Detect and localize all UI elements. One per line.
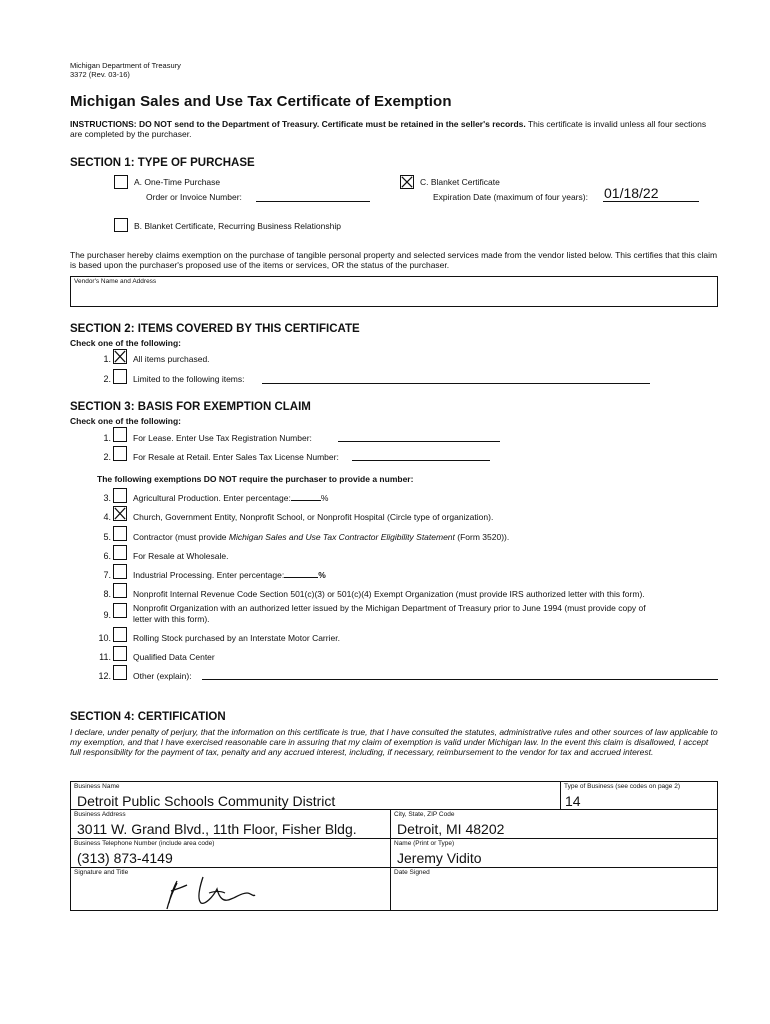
s3-item-5-num: 5. xyxy=(103,532,111,542)
business-address-label: Business Address xyxy=(74,811,126,818)
s2-item-2-checkbox[interactable] xyxy=(113,369,127,384)
s3-item-1-num: 1. xyxy=(103,433,111,443)
option-a-checkbox[interactable] xyxy=(114,175,128,189)
s3-item-9-label-line1: Nonprofit Organization with an authorized letter issued by the Michigan Department of Treasury prior to June 1994 (must provide copy of xyxy=(133,603,646,613)
s3-item-8-checkbox[interactable] xyxy=(113,583,127,598)
business-type-field[interactable] xyxy=(560,781,718,810)
s3-item-7-text: Industrial Processing. Enter percentage: xyxy=(133,570,285,580)
industrial-percentage-field[interactable] xyxy=(284,577,318,578)
s2-item-1-checkbox[interactable] xyxy=(113,349,127,364)
s2-item-2-num: 2. xyxy=(103,374,111,384)
business-type-label: Type of Business (see codes on page 2) xyxy=(564,783,680,790)
s3-item-5-checkbox[interactable] xyxy=(113,526,127,541)
city-state-zip-field[interactable] xyxy=(390,809,718,839)
section2-check-one: Check one of the following: xyxy=(70,338,181,348)
s2-item-1-label: All items purchased. xyxy=(133,354,210,364)
order-number-label: Order or Invoice Number: xyxy=(146,192,242,202)
expiration-field xyxy=(603,201,699,202)
printed-name-label: Name (Print or Type) xyxy=(394,840,455,847)
s3-item-12-num: 12. xyxy=(98,671,111,681)
printed-name-field[interactable] xyxy=(390,838,718,868)
sales-tax-license-field[interactable] xyxy=(352,460,490,461)
s3-item-8-num: 8. xyxy=(103,589,111,599)
s2-item-2-label: Limited to the following items: xyxy=(133,374,245,384)
instructions xyxy=(70,119,720,139)
option-c-checkbox[interactable] xyxy=(400,175,414,189)
s3-item-5-label xyxy=(133,532,509,542)
business-phone-value: (313) 873-4149 xyxy=(77,850,173,866)
s3-item-3-label xyxy=(133,493,328,503)
s3-item-11-checkbox[interactable] xyxy=(113,646,127,661)
business-phone-field[interactable] xyxy=(70,838,391,868)
vendor-label: Vendor's Name and Address xyxy=(74,278,157,285)
s3-item-4-checkbox[interactable] xyxy=(113,506,127,521)
signature-field[interactable] xyxy=(70,867,391,911)
section3-heading: SECTION 3: BASIS FOR EXEMPTION CLAIM xyxy=(70,401,311,413)
s3-item-10-checkbox[interactable] xyxy=(113,627,127,642)
section2-heading: SECTION 2: ITEMS COVERED BY THIS CERTIFICATE xyxy=(70,323,360,335)
option-c-label: C. Blanket Certificate xyxy=(420,177,500,187)
s3-item-5-text-c: (Form 3520)). xyxy=(454,532,510,542)
business-type-value: 14 xyxy=(565,793,581,809)
x-check-icon xyxy=(401,176,413,188)
order-number-field[interactable] xyxy=(256,201,370,202)
s2-item-1-num: 1. xyxy=(103,354,111,364)
instructions-rest: This certificate is invalid unless all four sections are completed by the purchaser. xyxy=(70,119,707,139)
s3-item-1-label: For Lease. Enter Use Tax Registration Number: xyxy=(133,433,312,443)
option-b-label: B. Blanket Certificate, Recurring Business Relationship xyxy=(134,221,341,231)
section4-heading: SECTION 4: CERTIFICATION xyxy=(70,711,226,723)
s3-item-3-text: Agricultural Production. Enter percentage: xyxy=(133,493,291,503)
s3-item-7-checkbox[interactable] xyxy=(113,564,127,579)
s3-item-10-num: 10. xyxy=(98,633,111,643)
section1-heading: SECTION 1: TYPE OF PURCHASE xyxy=(70,157,255,169)
city-state-zip-label: City, State, ZIP Code xyxy=(394,811,455,818)
date-signed-label: Date Signed xyxy=(394,869,430,876)
s3-item-4-num: 4. xyxy=(103,512,111,522)
business-phone-label: Business Telephone Number (include area code) xyxy=(74,840,215,847)
s3-item-12-checkbox[interactable] xyxy=(113,665,127,680)
s3-item-12-label: Other (explain): xyxy=(133,671,192,681)
no-number-note: The following exemptions DO NOT require the purchaser to provide a number: xyxy=(97,474,414,484)
handwritten-signature xyxy=(151,871,301,911)
s3-item-2-label: For Resale at Retail. Enter Sales Tax License Number: xyxy=(133,452,339,462)
s3-item-8-label: Nonprofit Internal Revenue Code Section 501(c)(3) or 501(c)(4) Exempt Organization (must provide IRS authorized letter with this form). xyxy=(133,589,645,599)
s3-item-1-checkbox[interactable] xyxy=(113,427,127,442)
expiration-label: Expiration Date (maximum of four years): xyxy=(433,192,588,202)
s3-item-4-label: Church, Government Entity, Nonprofit School, or Nonprofit Hospital (Circle type of organization). xyxy=(133,512,494,522)
purchaser-statement: The purchaser hereby claims exemption on the purchase of tangible personal property and selected services made from the vendor listed below. This certifies that this claim is based upon the purchaser's proposed use of the items or services, OR the status of the purchaser. xyxy=(70,250,718,270)
business-name-field[interactable] xyxy=(70,781,561,810)
certification-declaration: I declare, under penalty of perjury, that the information on this certificate is true, that I have consulted the statutes, administrative rules and other sources of law applicable to my exemption, and that I have exercised reasonable care in assuring that my claim of exemption is valid under Michigan law. In the event this claim is disallowed, I accept full responsibility for the payment of tax, penalty and any accrued interest, including, if necessary, reimbursement to the vendor for tax and accrued interest. xyxy=(70,727,718,757)
s3-item-7-suffix: % xyxy=(318,570,326,580)
option-b-checkbox[interactable] xyxy=(114,218,128,232)
section3-check-one: Check one of the following: xyxy=(70,416,181,426)
s3-item-11-num: 11. xyxy=(99,652,111,662)
s3-item-5-text-b: Michigan Sales and Use Tax Contractor Eligibility Statement xyxy=(228,532,455,542)
s3-item-3-num: 3. xyxy=(103,493,111,503)
s3-item-11-label: Qualified Data Center xyxy=(133,652,215,662)
page-title: Michigan Sales and Use Tax Certificate of Exemption xyxy=(70,93,452,110)
s3-item-10-label: Rolling Stock purchased by an Interstate Motor Carrier. xyxy=(133,633,340,643)
printed-name-value: Jeremy Vidito xyxy=(397,850,482,866)
business-address-value: 3011 W. Grand Blvd., 11th Floor, Fisher Bldg. xyxy=(77,821,357,837)
s3-item-9-label-line2: letter with this form). xyxy=(133,614,210,624)
use-tax-number-field[interactable] xyxy=(338,441,500,442)
s3-item-2-num: 2. xyxy=(103,452,111,462)
s3-item-7-label xyxy=(133,570,326,580)
department-name: Michigan Department of Treasury xyxy=(70,61,181,70)
agri-percentage-field[interactable] xyxy=(291,500,321,501)
limited-items-field[interactable] xyxy=(262,383,650,384)
s3-item-6-num: 6. xyxy=(103,551,111,561)
date-signed-field[interactable] xyxy=(390,867,718,911)
s3-item-3-checkbox[interactable] xyxy=(113,488,127,503)
form-number: 3372 (Rev. 03-16) xyxy=(70,70,130,79)
option-a-label: A. One-Time Purchase xyxy=(134,177,221,187)
s3-item-7-num: 7. xyxy=(103,570,111,580)
s3-item-2-checkbox[interactable] xyxy=(113,446,127,461)
s3-item-6-checkbox[interactable] xyxy=(113,545,127,560)
city-state-zip-value: Detroit, MI 48202 xyxy=(397,821,505,837)
business-address-field[interactable] xyxy=(70,809,391,839)
s3-item-9-num: 9. xyxy=(103,610,111,620)
x-check-icon xyxy=(114,350,126,363)
s3-item-3-suffix: % xyxy=(320,493,329,503)
signature-label: Signature and Title xyxy=(74,869,129,876)
expiration-value[interactable]: 01/18/22 xyxy=(604,185,659,201)
s3-item-6-label: For Resale at Wholesale. xyxy=(133,551,229,561)
business-name-label: Business Name xyxy=(74,783,120,790)
s3-item-5-text-a: Contractor (must provide xyxy=(133,532,229,542)
s3-item-9-checkbox[interactable] xyxy=(113,603,127,618)
instructions-bold: INSTRUCTIONS: DO NOT send to the Department of Treasury. Certificate must be retained in the seller's records. xyxy=(70,119,526,129)
business-name-value: Detroit Public Schools Community District xyxy=(77,793,336,809)
x-check-icon xyxy=(114,507,126,520)
vendor-name-address-field[interactable] xyxy=(70,276,718,307)
other-explain-field[interactable] xyxy=(202,679,718,680)
